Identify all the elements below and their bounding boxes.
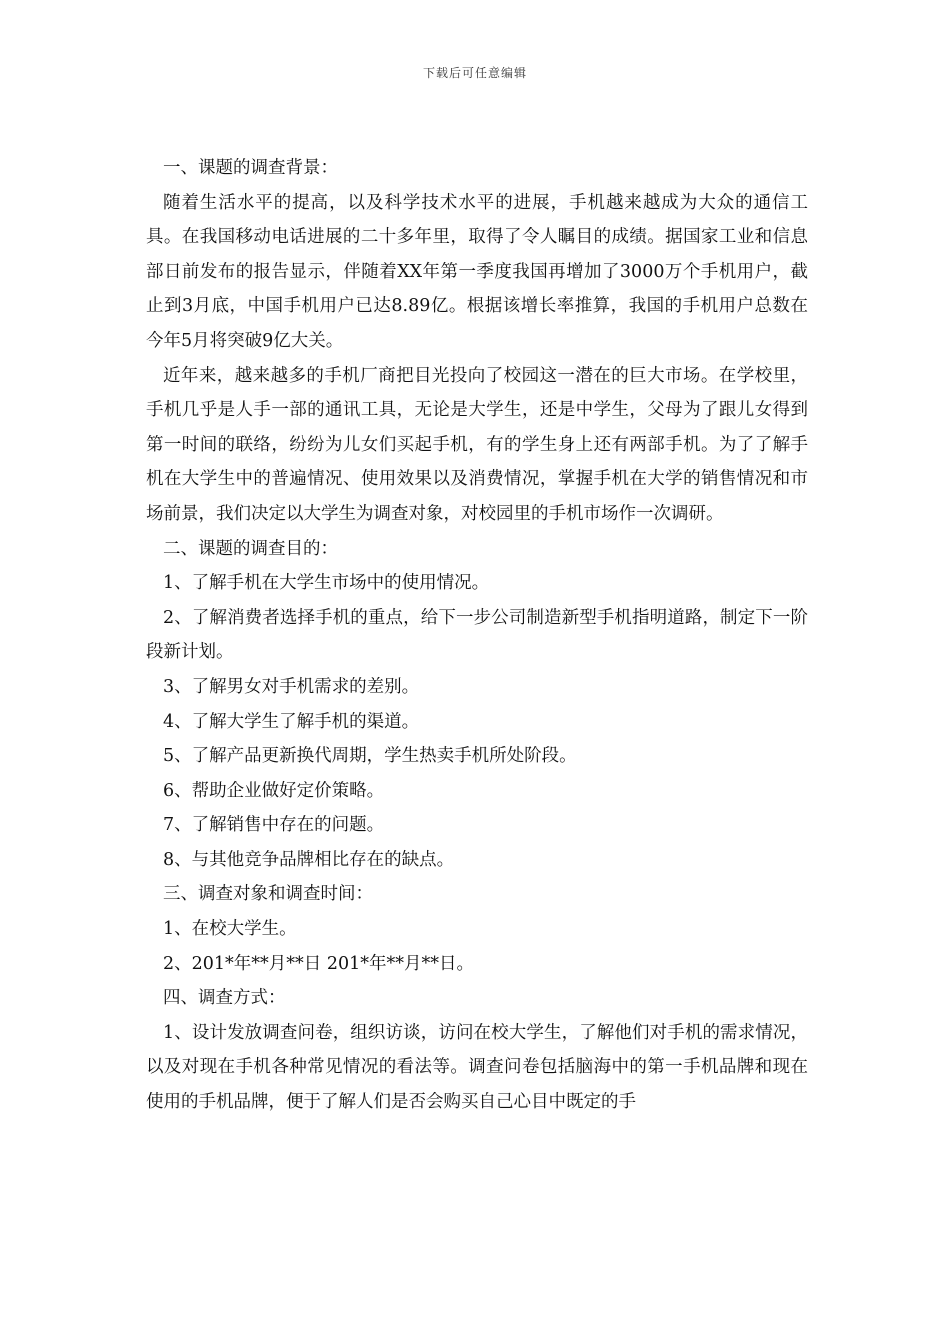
purpose-item-7: 7、了解销售中存在的问题。 bbox=[163, 815, 385, 836]
section-heading-subjects: 三、调查对象和调查时间： bbox=[163, 884, 373, 905]
paragraph-background-1: 随着生活水平的提高，以及科学技术水平的进展，手机越来越成为大众的通信工具。在我国移动电话进展的二十多年里，取得了令人瞩目的成绩。据国家工业和信息部日前发布的报告显示，伴随着XX年第一季度我国再增加了3000万个手机用户，截止到3月底，中国手机用户已达8.89亿。根据该增长率推算，我国的手机用户总数在今年5月将突破9亿大关。 bbox=[146, 192, 808, 351]
paragraph-background-2: 近年来，越来越多的手机厂商把目光投向了校园这一潜在的巨大市场。在学校里，手机几乎是人手一部的通讯工具，无论是大学生，还是中学生，父母为了跟儿女得到第一时间的联络，纷纷为儿女们买起手机，有的学生身上还有两部手机。为了了解手机在大学生中的普遍情况、使用效果以及消费情况，掌握手机在大学的销售情况和市场前景，我们决定以大学生为调查对象，对校园里的手机市场作一次调研。 bbox=[146, 365, 808, 524]
purpose-item-2: 2、了解消费者选择手机的重点，给下一步公司制造新型手机指明道路，制定下一阶段新计划。 bbox=[146, 607, 808, 663]
purpose-item-5: 5、了解产品更新换代周期，学生热卖手机所处阶段。 bbox=[163, 746, 577, 767]
subjects-item-2: 2、201*年**月**日 201*年**月**日。 bbox=[163, 953, 475, 974]
purpose-item-1: 1、了解手机在大学生市场中的使用情况。 bbox=[163, 573, 490, 594]
section-heading-background: 一、课题的调查背景： bbox=[163, 158, 338, 178]
header-note: 下载后可任意编辑 bbox=[422, 66, 527, 80]
subjects-item-1: 1、在校大学生。 bbox=[163, 919, 297, 940]
purpose-item-4: 4、了解大学生了解手机的渠道。 bbox=[163, 711, 420, 732]
section-heading-purpose: 二、课题的调查目的： bbox=[163, 538, 338, 559]
purpose-item-8: 8、与其他竞争品牌相比存在的缺点。 bbox=[163, 849, 455, 870]
section-heading-method: 四、调查方式： bbox=[163, 988, 286, 1009]
document-body bbox=[146, 151, 808, 1120]
purpose-item-6: 6、帮助企业做好定价策略。 bbox=[163, 780, 385, 801]
purpose-item-3: 3、了解男女对手机需求的差别。 bbox=[163, 676, 420, 697]
method-item-1: 1、设计发放调查问卷，组织访谈，访问在校大学生，了解他们对手机的需求情况，以及对现在手机各种常见情况的看法等。调查问卷包括脑海中的第一手机品牌和现在使用的手机品牌，便于了解人们是否会购买自己心目中既定的手 bbox=[146, 1022, 808, 1113]
